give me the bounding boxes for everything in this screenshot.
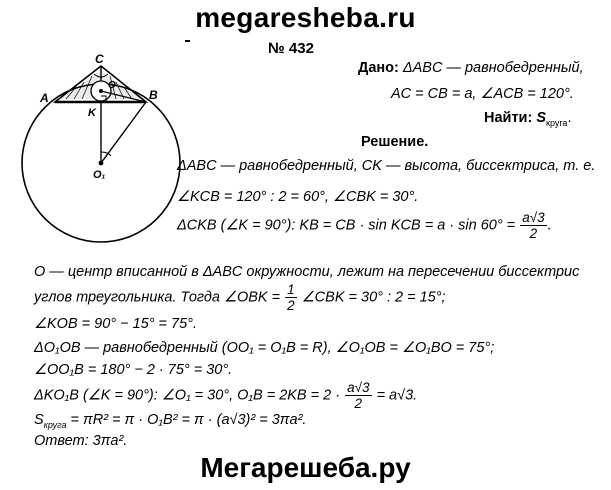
solution-line-9-end: = a√3. <box>376 387 418 404</box>
solution-line-8: ∠OO₁B = 180° − 2 · 75° = 30°. <box>34 362 233 378</box>
find-sub: круга <box>546 117 568 128</box>
label-c: C <box>95 52 104 66</box>
fraction-numerator: a√3 <box>347 380 370 395</box>
point-o1 <box>99 161 104 166</box>
tick-mark <box>185 40 190 42</box>
answer-label: Ответ: <box>34 433 89 449</box>
label-o1: O₁ <box>93 169 106 181</box>
label-a: A <box>40 91 49 105</box>
solution-line-1: ΔABC — равнобедренный, CK — высота, биссектриса, т. е. <box>177 158 596 174</box>
label-k: K <box>88 107 96 119</box>
given-line-1 <box>358 60 584 76</box>
area-symbol: S <box>34 412 44 428</box>
fraction-denominator: 2 <box>354 396 363 411</box>
fraction-numerator: 1 <box>287 282 295 297</box>
given-line-2: AC = CB = a, ∠ACB = 120°. <box>391 86 574 102</box>
label-b: B <box>149 88 158 102</box>
given-triangle: ΔABC — равнобедренный, <box>402 60 584 76</box>
solution-line-9 <box>34 380 417 411</box>
solution-line-6: ∠KOB = 90° − 15° = 75°. <box>34 316 198 332</box>
solution-line-2: ∠KCB = 120° : 2 = 60°, ∠CBK = 30°. <box>177 189 419 205</box>
solution-line-3-end: . <box>547 217 552 234</box>
site-footer: Мегарешеба.ру <box>200 452 411 483</box>
given-label: Дано: <box>358 60 399 76</box>
fraction-numerator: a√3 <box>522 210 545 225</box>
solution-line-3-text: ΔCKB (∠K = 90°): KB = CB · sin KCB = a · sin 60° = <box>177 217 516 234</box>
area-formula: = πR² = π · O₁B² = π · (a√3)² = 3πa². <box>66 412 307 428</box>
point-o <box>99 89 103 93</box>
solution-line-5-end: ∠CBK = 30° : 2 = 15°; <box>301 289 446 306</box>
fraction-denominator: 2 <box>287 298 295 313</box>
answer-value: 3πa². <box>92 433 128 449</box>
solution-line-3 <box>177 210 552 241</box>
fraction-denominator: 2 <box>529 226 538 241</box>
find-value: S <box>536 110 546 126</box>
solution-line-9-text: ΔKO₁B (∠K = 90°): ∠O₁ = 30°, O₁B = 2KB = 2 · <box>34 387 341 404</box>
solution-line-10 <box>34 412 306 430</box>
solution-line-4: O — центр вписанной в ΔABC окружности, лежит на пересечении биссектрис <box>34 264 580 280</box>
area-sub: круга <box>43 419 67 430</box>
find-end: . <box>567 110 572 126</box>
answer-line <box>34 433 127 449</box>
problem-number: № 432 <box>268 40 314 57</box>
site-header: megaresheba.ru <box>195 2 416 33</box>
fraction-a-sqrt3-over-2 <box>520 210 546 241</box>
find-line <box>484 110 571 128</box>
solution-line-5-text: углов треугольника. Тогда ∠OBK = <box>34 289 281 306</box>
fraction-one-half <box>285 282 297 313</box>
find-label: Найти: <box>484 110 533 126</box>
solution-line-7: ΔO₁OB — равнобедренный (OO₁ = O₁B = R), ∠O₁OB = ∠O₁BO = 75°; <box>34 340 495 356</box>
label-o: O <box>108 80 116 91</box>
solution-line-5 <box>34 282 446 313</box>
fraction-a-sqrt3-over-2-b <box>345 380 371 411</box>
solution-title: Решение. <box>361 134 429 150</box>
